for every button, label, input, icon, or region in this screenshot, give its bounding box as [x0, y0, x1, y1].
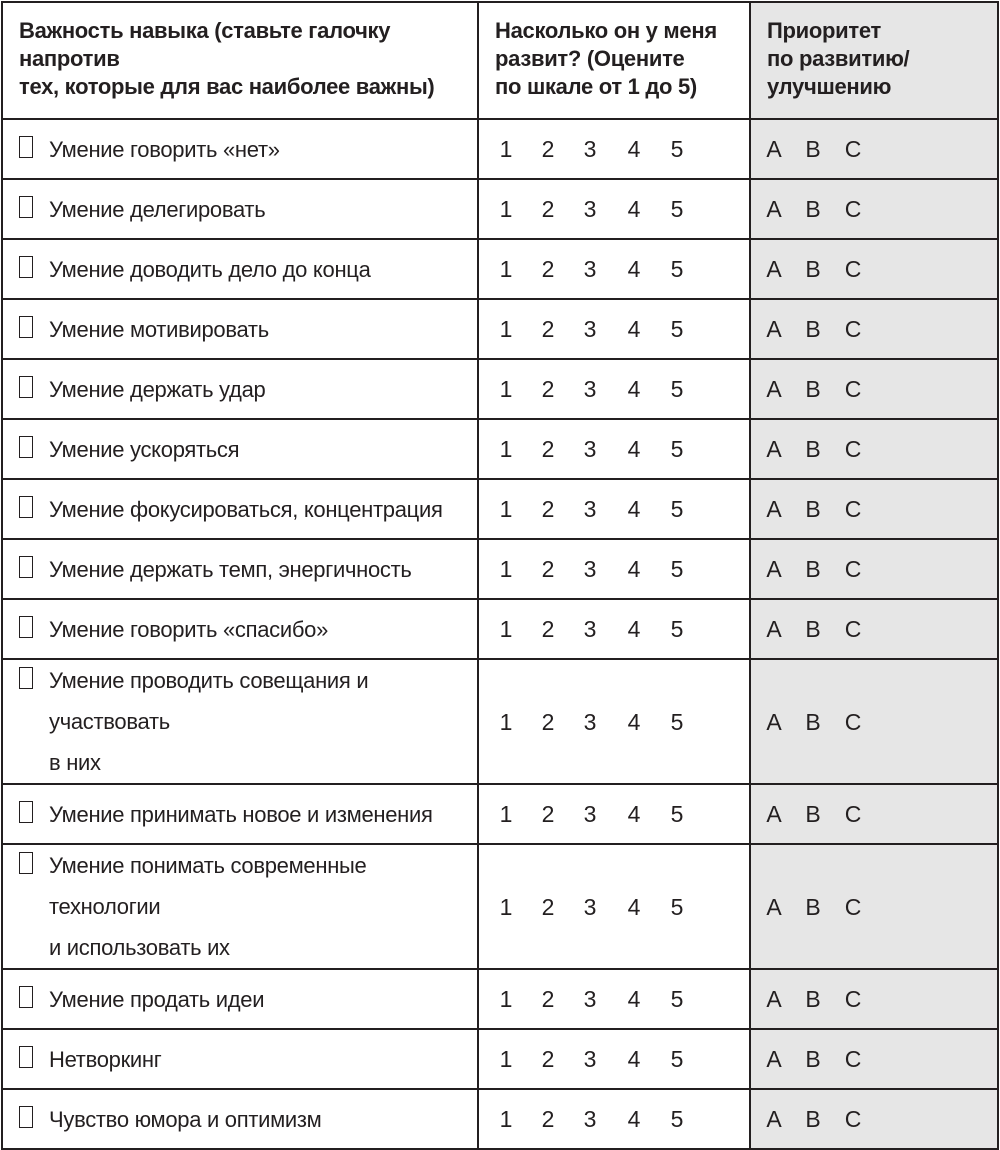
rating-option-4[interactable]: 4: [627, 1046, 641, 1072]
rating-option-2[interactable]: 2: [541, 256, 555, 282]
skill-item: [3, 129, 477, 170]
importance-checkbox[interactable]: [19, 616, 33, 638]
rating-cell: [478, 419, 750, 479]
skill-label-line: Умение говорить «нет»: [49, 136, 280, 162]
skill-cell: [2, 659, 478, 784]
skill-label-line: Умение делегировать: [49, 196, 266, 222]
priority-option-c[interactable]: C: [844, 196, 862, 222]
rating-scale: [479, 799, 749, 829]
table-row: [2, 299, 998, 359]
priority-cell: [750, 599, 998, 659]
rating-option-2[interactable]: 2: [541, 616, 555, 642]
rating-option-4[interactable]: 4: [627, 256, 641, 282]
skill-cell: [2, 784, 478, 844]
rating-scale: [479, 1044, 749, 1074]
rating-option-4[interactable]: 4: [627, 801, 641, 827]
skill-label-line: Умение держать удар: [49, 376, 266, 402]
rating-cell: [478, 844, 750, 969]
rating-option-3[interactable]: 3: [583, 256, 597, 282]
priority-options: [751, 494, 997, 524]
priority-options: [751, 314, 997, 344]
header-rating-line: Насколько он у меня: [495, 18, 717, 43]
rating-option-3[interactable]: 3: [583, 1106, 597, 1132]
rating-option-2[interactable]: 2: [541, 316, 555, 342]
rating-cell: [478, 299, 750, 359]
rating-option-1[interactable]: 1: [499, 708, 513, 735]
priority-option-a[interactable]: A: [766, 196, 782, 222]
skill-cell: [2, 479, 478, 539]
priority-option-c[interactable]: C: [844, 316, 862, 342]
priority-option-a[interactable]: A: [766, 708, 782, 735]
importance-checkbox[interactable]: [19, 667, 33, 689]
rating-option-3[interactable]: 3: [583, 196, 597, 222]
rating-option-4[interactable]: 4: [627, 376, 641, 402]
rating-option-4[interactable]: 4: [627, 496, 641, 522]
priority-option-c[interactable]: C: [844, 986, 862, 1012]
priority-options: [751, 194, 997, 224]
priority-option-b[interactable]: B: [805, 496, 821, 522]
rating-option-5[interactable]: 5: [670, 893, 684, 920]
rating-cell: [478, 599, 750, 659]
rating-option-5[interactable]: 5: [670, 436, 684, 462]
priority-option-b[interactable]: B: [805, 316, 821, 342]
skill-label: [49, 549, 424, 590]
table-header-row: [2, 2, 998, 119]
importance-checkbox[interactable]: [19, 136, 33, 158]
skill-label: [49, 369, 277, 410]
skill-label-line: Умение держать темп, энергичность: [49, 556, 412, 582]
rating-option-5[interactable]: 5: [670, 1106, 684, 1132]
skill-label-line: Умение принимать новое и изменения: [49, 801, 433, 827]
priority-option-c[interactable]: C: [844, 376, 862, 402]
skill-label: [49, 794, 445, 835]
rating-cell: [478, 1029, 750, 1089]
skill-cell: [2, 539, 478, 599]
rating-option-1[interactable]: 1: [499, 556, 513, 582]
rating-option-5[interactable]: 5: [670, 316, 684, 342]
rating-option-1[interactable]: 1: [499, 893, 513, 920]
priority-option-a[interactable]: A: [766, 256, 782, 282]
rating-option-3[interactable]: 3: [583, 436, 597, 462]
skill-item: [3, 660, 477, 783]
priority-option-c[interactable]: C: [844, 136, 862, 162]
priority-option-b[interactable]: B: [805, 556, 821, 582]
priority-option-a[interactable]: A: [766, 436, 782, 462]
rating-option-5[interactable]: 5: [670, 708, 684, 735]
importance-checkbox[interactable]: [19, 256, 33, 278]
skill-cell: [2, 1029, 478, 1089]
rating-cell: [478, 179, 750, 239]
skill-item: [3, 489, 477, 530]
table-row: [2, 539, 998, 599]
priority-option-a[interactable]: A: [766, 1046, 782, 1072]
priority-cell: [750, 299, 998, 359]
rating-scale: [479, 554, 749, 584]
table-row: [2, 179, 998, 239]
priority-option-b[interactable]: B: [805, 1046, 821, 1072]
rating-scale: [479, 374, 749, 404]
header-rating-line: развит? (Оцените: [495, 46, 685, 71]
rating-option-1[interactable]: 1: [499, 496, 513, 522]
priority-cell: [750, 479, 998, 539]
importance-checkbox[interactable]: [19, 496, 33, 518]
rating-option-5[interactable]: 5: [670, 376, 684, 402]
priority-options: [751, 892, 997, 922]
rating-cell: [478, 359, 750, 419]
rating-cell: [478, 784, 750, 844]
skill-label-line: Умение продать идеи: [49, 986, 265, 1012]
rating-scale: [479, 984, 749, 1014]
skill-label: [49, 189, 277, 230]
rating-option-1[interactable]: 1: [499, 1106, 513, 1132]
rating-option-2[interactable]: 2: [541, 986, 555, 1012]
header-skill-line: тех, которые для вас наиболее важны): [19, 74, 435, 99]
skill-label-line: Умение мотивировать: [49, 316, 269, 342]
skill-cell: [2, 599, 478, 659]
skill-cell: [2, 359, 478, 419]
priority-option-a[interactable]: A: [766, 986, 782, 1012]
rating-option-2[interactable]: 2: [541, 893, 555, 920]
rating-option-3[interactable]: 3: [583, 616, 597, 642]
priority-option-b[interactable]: B: [805, 436, 821, 462]
rating-option-3[interactable]: 3: [583, 986, 597, 1012]
header-rating-line: по шкале от 1 до 5): [495, 74, 697, 99]
rating-cell: [478, 659, 750, 784]
rating-option-5[interactable]: 5: [670, 986, 684, 1012]
rating-option-1[interactable]: 1: [499, 986, 513, 1012]
table-row: [2, 844, 998, 969]
priority-cell: [750, 119, 998, 179]
skill-label-line: и использовать их: [49, 935, 230, 960]
priority-option-a[interactable]: A: [766, 316, 782, 342]
table-row: [2, 784, 998, 844]
importance-checkbox[interactable]: [19, 1046, 33, 1068]
table-row: [2, 599, 998, 659]
rating-cell: [478, 1089, 750, 1149]
priority-option-b[interactable]: B: [805, 986, 821, 1012]
rating-option-2[interactable]: 2: [541, 1106, 555, 1132]
skill-label: [49, 309, 281, 350]
rating-option-4[interactable]: 4: [627, 893, 641, 920]
skill-label-line: Нетворкинг: [49, 1046, 162, 1072]
skill-item: [3, 429, 477, 470]
rating-scale: [479, 434, 749, 464]
table-row: [2, 1089, 998, 1149]
priority-options: [751, 707, 997, 737]
priority-option-c[interactable]: C: [844, 556, 862, 582]
importance-checkbox[interactable]: [19, 1106, 33, 1128]
skill-cell: [2, 299, 478, 359]
rating-scale: [479, 1104, 749, 1134]
rating-option-1[interactable]: 1: [499, 316, 513, 342]
header-skill-importance: [2, 2, 478, 119]
priority-options: [751, 134, 997, 164]
rating-option-4[interactable]: 4: [627, 616, 641, 642]
rating-option-5[interactable]: 5: [670, 496, 684, 522]
header-priority-line: улучшению: [767, 74, 892, 99]
rating-option-2[interactable]: 2: [541, 436, 555, 462]
rating-option-3[interactable]: 3: [583, 316, 597, 342]
rating-option-5[interactable]: 5: [670, 1046, 684, 1072]
priority-cell: [750, 659, 998, 784]
rating-option-5[interactable]: 5: [670, 616, 684, 642]
rating-scale: [479, 134, 749, 164]
skill-item: [3, 549, 477, 590]
rating-option-5[interactable]: 5: [670, 196, 684, 222]
priority-option-b[interactable]: B: [805, 1106, 821, 1132]
priority-option-c[interactable]: C: [844, 256, 862, 282]
rating-option-3[interactable]: 3: [583, 136, 597, 162]
rating-option-2[interactable]: 2: [541, 1046, 555, 1072]
rating-option-4[interactable]: 4: [627, 556, 641, 582]
skill-label: [49, 1099, 334, 1140]
priority-option-c[interactable]: C: [844, 436, 862, 462]
priority-options: [751, 254, 997, 284]
priority-option-a[interactable]: A: [766, 616, 782, 642]
rating-option-5[interactable]: 5: [670, 136, 684, 162]
skill-label: [49, 249, 383, 290]
header-self-rating: [478, 2, 750, 119]
skill-label-line: Умение понимать современные технологии: [49, 853, 367, 919]
priority-option-b[interactable]: B: [805, 801, 821, 827]
priority-option-c[interactable]: C: [844, 616, 862, 642]
rating-option-5[interactable]: 5: [670, 801, 684, 827]
skill-label-line: Умение говорить «спасибо»: [49, 616, 329, 642]
importance-checkbox[interactable]: [19, 196, 33, 218]
importance-checkbox[interactable]: [19, 801, 33, 823]
priority-cell: [750, 1089, 998, 1149]
skill-label-line: Чувство юмора и оптимизм: [49, 1106, 322, 1132]
table-row: [2, 479, 998, 539]
skill-label: [49, 979, 276, 1020]
priority-option-a[interactable]: A: [766, 801, 782, 827]
skill-label: [49, 489, 455, 530]
rating-option-3[interactable]: 3: [583, 801, 597, 827]
skill-cell: [2, 969, 478, 1029]
rating-cell: [478, 539, 750, 599]
rating-option-1[interactable]: 1: [499, 196, 513, 222]
skill-item: [3, 794, 477, 835]
priority-options: [751, 1104, 997, 1134]
priority-option-c[interactable]: C: [844, 1106, 862, 1132]
table-row: [2, 969, 998, 1029]
skill-cell: [2, 419, 478, 479]
rating-option-1[interactable]: 1: [499, 136, 513, 162]
rating-option-4[interactable]: 4: [627, 708, 641, 735]
rating-option-1[interactable]: 1: [499, 376, 513, 402]
rating-option-3[interactable]: 3: [583, 1046, 597, 1072]
skill-item: [3, 249, 477, 290]
rating-scale: [479, 707, 749, 737]
rating-cell: [478, 239, 750, 299]
importance-checkbox[interactable]: [19, 986, 33, 1008]
skill-item: [3, 845, 477, 968]
importance-checkbox[interactable]: [19, 376, 33, 398]
priority-options: [751, 374, 997, 404]
rating-cell: [478, 119, 750, 179]
table-row: [2, 119, 998, 179]
skill-label-line: Умение доводить дело до конца: [49, 256, 371, 282]
importance-checkbox[interactable]: [19, 316, 33, 338]
importance-checkbox[interactable]: [19, 852, 33, 874]
priority-options: [751, 799, 997, 829]
skills-table-body: [2, 2, 998, 1149]
rating-option-2[interactable]: 2: [541, 556, 555, 582]
rating-scale: [479, 194, 749, 224]
rating-option-1[interactable]: 1: [499, 1046, 513, 1072]
rating-option-2[interactable]: 2: [541, 801, 555, 827]
rating-option-1[interactable]: 1: [499, 256, 513, 282]
priority-options: [751, 554, 997, 584]
rating-scale: [479, 254, 749, 284]
header-priority-line: Приоритет: [767, 18, 881, 43]
priority-option-c[interactable]: C: [844, 496, 862, 522]
table-row: [2, 359, 998, 419]
priority-option-b[interactable]: B: [805, 376, 821, 402]
priority-cell: [750, 844, 998, 969]
rating-option-4[interactable]: 4: [627, 316, 641, 342]
skill-label-line: Умение ускоряться: [49, 436, 240, 462]
table-row: [2, 239, 998, 299]
skill-label: [49, 609, 340, 650]
priority-option-a[interactable]: A: [766, 1106, 782, 1132]
rating-cell: [478, 479, 750, 539]
skill-label-line: Умение фокусироваться, концентрация: [49, 496, 443, 522]
priority-option-b[interactable]: B: [805, 256, 821, 282]
priority-option-c[interactable]: C: [844, 801, 862, 827]
priority-options: [751, 1044, 997, 1074]
skill-label-line: в них: [49, 750, 101, 775]
skill-item: [3, 369, 477, 410]
rating-option-3[interactable]: 3: [583, 708, 597, 735]
skill-label: [49, 660, 477, 783]
skill-label-line: Умение проводить совещания и участвовать: [49, 668, 369, 734]
rating-cell: [478, 969, 750, 1029]
rating-option-3[interactable]: 3: [583, 893, 597, 920]
priority-option-b[interactable]: B: [805, 616, 821, 642]
skills-table: [1, 1, 999, 1150]
rating-option-4[interactable]: 4: [627, 1106, 641, 1132]
skill-label: [49, 129, 292, 170]
rating-scale: [479, 892, 749, 922]
priority-option-a[interactable]: A: [766, 893, 782, 920]
rating-option-1[interactable]: 1: [499, 616, 513, 642]
table-row: [2, 419, 998, 479]
skill-label: [49, 429, 251, 470]
priority-cell: [750, 539, 998, 599]
importance-checkbox[interactable]: [19, 436, 33, 458]
rating-scale: [479, 314, 749, 344]
rating-scale: [479, 614, 749, 644]
rating-option-5[interactable]: 5: [670, 556, 684, 582]
rating-option-1[interactable]: 1: [499, 436, 513, 462]
rating-option-4[interactable]: 4: [627, 196, 641, 222]
rating-option-4[interactable]: 4: [627, 986, 641, 1012]
priority-option-b[interactable]: B: [805, 196, 821, 222]
skill-label: [49, 1039, 173, 1080]
rating-option-2[interactable]: 2: [541, 376, 555, 402]
priority-option-a[interactable]: A: [766, 136, 782, 162]
priority-option-c[interactable]: C: [844, 1046, 862, 1072]
rating-option-4[interactable]: 4: [627, 436, 641, 462]
rating-scale: [479, 494, 749, 524]
priority-option-a[interactable]: A: [766, 376, 782, 402]
priority-option-b[interactable]: B: [805, 136, 821, 162]
priority-option-b[interactable]: B: [805, 893, 821, 920]
priority-cell: [750, 419, 998, 479]
rating-option-5[interactable]: 5: [670, 256, 684, 282]
skill-item: [3, 309, 477, 350]
skill-item: [3, 609, 477, 650]
priority-cell: [750, 179, 998, 239]
skill-item: [3, 1099, 477, 1140]
priority-option-a[interactable]: A: [766, 556, 782, 582]
rating-option-2[interactable]: 2: [541, 136, 555, 162]
priority-option-b[interactable]: B: [805, 708, 821, 735]
rating-option-3[interactable]: 3: [583, 496, 597, 522]
priority-cell: [750, 969, 998, 1029]
skill-cell: [2, 179, 478, 239]
skill-cell: [2, 844, 478, 969]
priority-cell: [750, 1029, 998, 1089]
skill-cell: [2, 1089, 478, 1149]
skill-cell: [2, 119, 478, 179]
priority-options: [751, 614, 997, 644]
priority-cell: [750, 239, 998, 299]
table-row: [2, 1029, 998, 1089]
header-priority: [750, 2, 998, 119]
skill-cell: [2, 239, 478, 299]
rating-option-2[interactable]: 2: [541, 196, 555, 222]
header-priority-line: по развитию/: [767, 46, 910, 71]
header-skill-line: Важность навыка (ставьте галочку напротив: [19, 18, 391, 71]
skill-item: [3, 189, 477, 230]
rating-option-2[interactable]: 2: [541, 496, 555, 522]
priority-option-c[interactable]: C: [844, 708, 862, 735]
priority-options: [751, 434, 997, 464]
priority-option-a[interactable]: A: [766, 496, 782, 522]
rating-option-3[interactable]: 3: [583, 556, 597, 582]
rating-option-4[interactable]: 4: [627, 136, 641, 162]
priority-cell: [750, 784, 998, 844]
importance-checkbox[interactable]: [19, 556, 33, 578]
skill-item: [3, 979, 477, 1020]
rating-option-1[interactable]: 1: [499, 801, 513, 827]
table-row: [2, 659, 998, 784]
priority-cell: [750, 359, 998, 419]
rating-option-3[interactable]: 3: [583, 376, 597, 402]
priority-option-c[interactable]: C: [844, 893, 862, 920]
priority-options: [751, 984, 997, 1014]
rating-option-2[interactable]: 2: [541, 708, 555, 735]
skill-item: [3, 1039, 477, 1080]
skill-label: [49, 845, 477, 968]
